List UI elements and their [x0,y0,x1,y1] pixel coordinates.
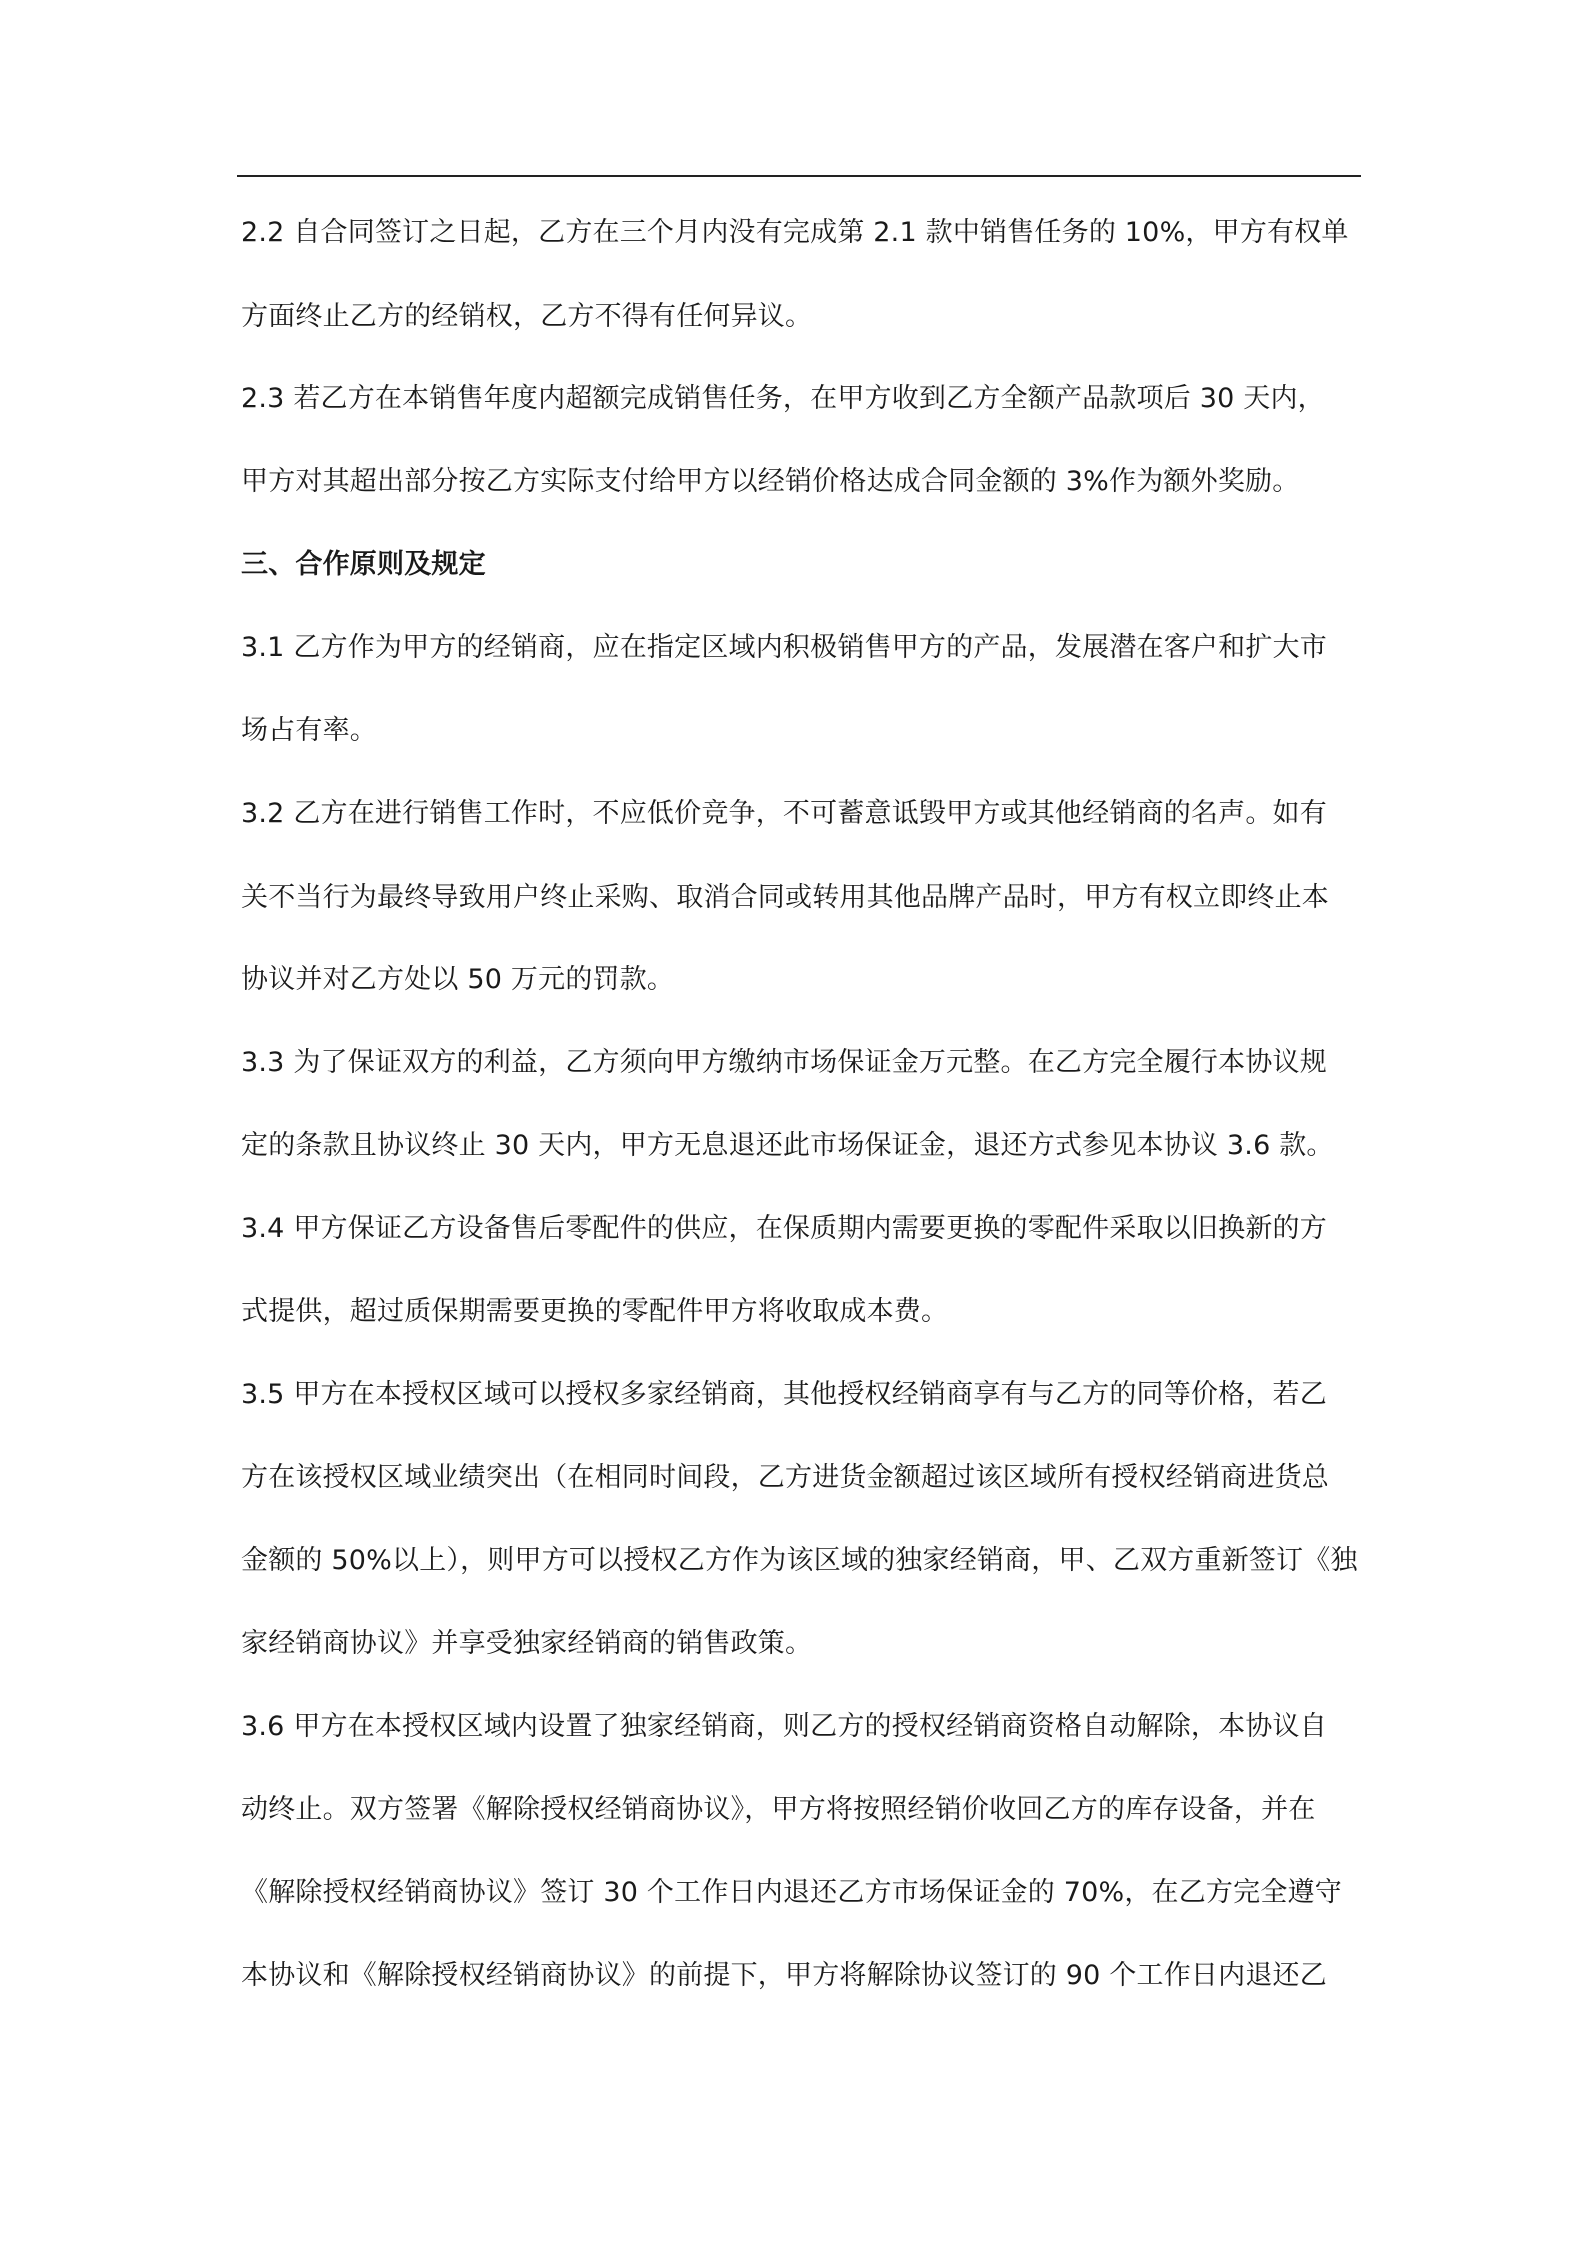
text-line: 3.4 甲方保证乙方设备售后零配件的供应，在保质期内需要更换的零配件采取以旧换新的方 [241,1213,1327,1244]
text-line: 动终止。双方签署《解除授权经销商协议》，甲方将按照经销价收回乙方的库存设备，并在 [241,1794,1316,1825]
section-heading: 三、合作原则及规定 [241,549,486,580]
text-line: 2.2 自合同签订之日起，乙方在三个月内没有完成第 2.1 款中销售任务的 10%，甲方有权单 [241,217,1349,248]
text-line: 本协议和《解除授权经销商协议》的前提下，甲方将解除协议签订的 90 个工作日内退还乙 [241,1960,1327,1991]
text-line: 定的条款且协议终止 30 天内，甲方无息退还此市场保证金，退还方式参见本协议 3.6 款。 [241,1130,1334,1161]
text-line: 协议并对乙方处以 50 万元的罚款。 [241,964,675,995]
text-line: 式提供，超过质保期需要更换的零配件甲方将收取成本费。 [241,1296,949,1327]
text-line: 场占有率。 [241,715,377,746]
text-line: 3.2 乙方在进行销售工作时，不应低价竞争，不可蓄意诋毁甲方或其他经销商的名声。如有 [241,798,1327,829]
text-line: 3.3 为了保证双方的利益，乙方须向甲方缴纳市场保证金万元整。在乙方完全履行本协议规 [241,1047,1327,1078]
text-line: 3.1 乙方作为甲方的经销商，应在指定区域内积极销售甲方的产品，发展潜在客户和扩大市 [241,632,1327,663]
text-line: 方在该授权区域业绩突出（在相同时间段，乙方进货金额超过该区域所有授权经销商进货总 [241,1462,1329,1493]
header-rule [237,175,1361,177]
text-line: 3.5 甲方在本授权区域可以授权多家经销商，其他授权经销商享有与乙方的同等价格，若乙 [241,1379,1327,1410]
text-line: 甲方对其超出部分按乙方实际支付给甲方以经销价格达成合同金额的 3%作为额外奖励。 [241,466,1300,497]
text-line: 关不当行为最终导致用户终止采购、取消合同或转用其他品牌产品时，甲方有权立即终止本 [241,882,1329,913]
text-line: 金额的 50%以上），则甲方可以授权乙方作为该区域的独家经销商，甲、乙双方重新签订《独 [241,1545,1358,1576]
text-line: 2.3 若乙方在本销售年度内超额完成销售任务，在甲方收到乙方全额产品款项后 30 天内， [241,383,1325,414]
text-line: 《解除授权经销商协议》签订 30 个工作日内退还乙方市场保证金的 70%，在乙方完全遵守 [241,1877,1342,1908]
text-line: 方面终止乙方的经销权，乙方不得有任何异议。 [241,301,813,332]
text-line: 3.6 甲方在本授权区域内设置了独家经销商，则乙方的授权经销商资格自动解除，本协议自 [241,1711,1327,1742]
text-line: 家经销商协议》并享受独家经销商的销售政策。 [241,1628,813,1659]
